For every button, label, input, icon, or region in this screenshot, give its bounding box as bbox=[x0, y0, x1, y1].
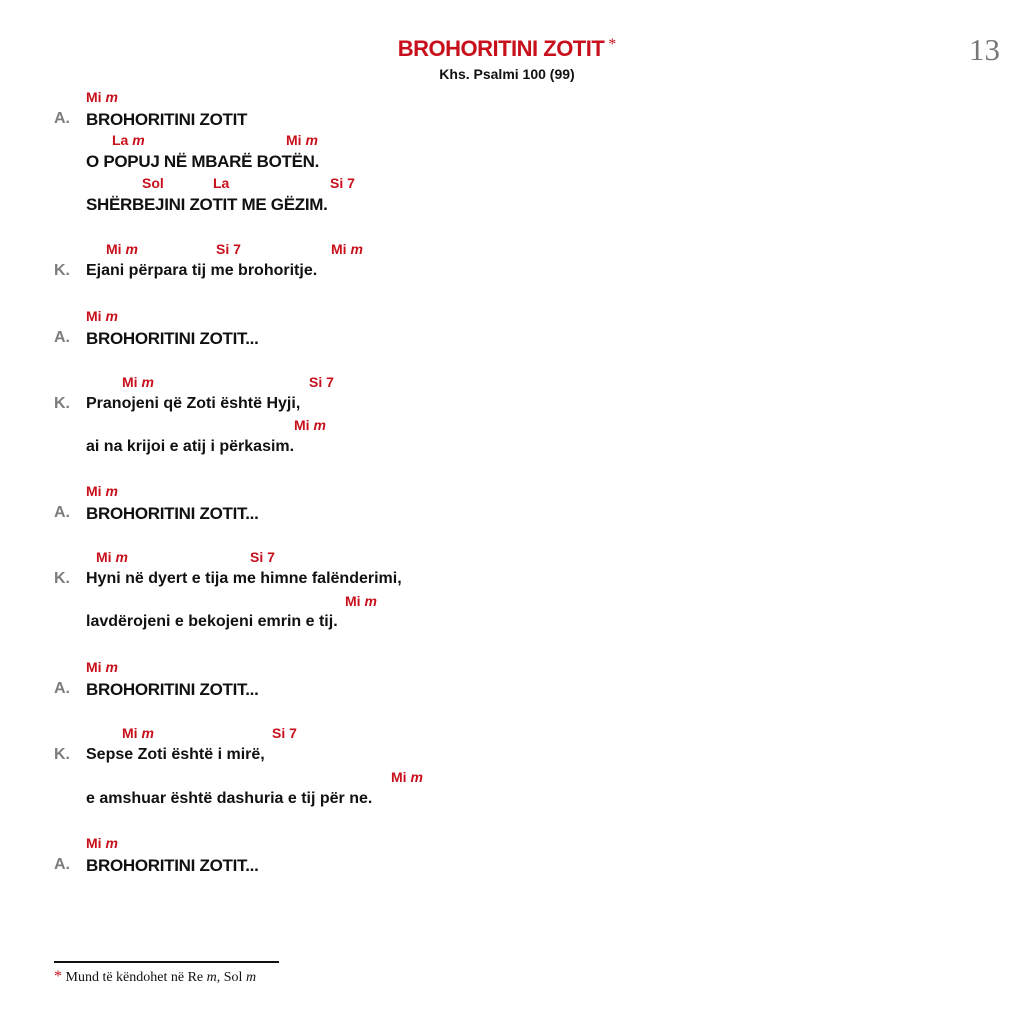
chord-root: Mi bbox=[391, 769, 407, 785]
footnote bbox=[54, 968, 256, 986]
refrain-line-3: SHËRBEJINI ZOTIT ME GËZIM. bbox=[86, 195, 328, 214]
chord-root: Si bbox=[272, 725, 286, 741]
chord-si-7 bbox=[216, 241, 241, 257]
footnote-sep: , Sol bbox=[216, 970, 243, 985]
chord-quality: m bbox=[313, 417, 326, 433]
role-label-k: K. bbox=[54, 395, 70, 412]
verse-2-line-1: Pranojeni që Zoti është Hyji, bbox=[86, 395, 301, 412]
song-title-line bbox=[0, 36, 1014, 62]
chord-quality: m bbox=[305, 132, 318, 148]
chord-mi-minor bbox=[345, 593, 377, 609]
chord-si-7 bbox=[272, 725, 297, 741]
chord-quality: m bbox=[115, 549, 128, 565]
chord-mi-minor bbox=[294, 417, 326, 433]
chord-root: La bbox=[112, 132, 129, 148]
page-number: 13 bbox=[969, 32, 1000, 67]
chord-root: Mi bbox=[286, 132, 302, 148]
chord-si-7 bbox=[330, 175, 355, 191]
chord-root: Mi bbox=[122, 725, 138, 741]
role-label-a: A. bbox=[54, 680, 70, 697]
chord-quality: m bbox=[125, 241, 138, 257]
chord-root: Mi bbox=[86, 835, 102, 851]
role-label-k: K. bbox=[54, 746, 70, 763]
chord-root: Mi bbox=[96, 549, 112, 565]
refrain-line-2: O POPUJ NË MBARË BOTËN. bbox=[86, 152, 320, 171]
chord-quality: m bbox=[105, 483, 118, 499]
chord-root: Si bbox=[250, 549, 264, 565]
role-label-k: K. bbox=[54, 262, 70, 279]
chord-quality: 7 bbox=[267, 549, 275, 565]
chord-si-7 bbox=[250, 549, 275, 565]
verse-2-line-2: ai na krijoi e atij i përkasim. bbox=[86, 438, 295, 455]
chord-mi-minor bbox=[86, 483, 118, 499]
chord-quality: m bbox=[410, 769, 423, 785]
song-title: BROHORITINI ZOTIT bbox=[397, 36, 605, 61]
chord-root: Si bbox=[216, 241, 230, 257]
chord-mi-minor bbox=[96, 549, 128, 565]
chord-root: Mi bbox=[122, 374, 138, 390]
chord-quality: m bbox=[141, 374, 154, 390]
chord-mi-minor bbox=[86, 659, 118, 675]
chord-mi-minor bbox=[122, 725, 154, 741]
chord-sol: Sol bbox=[142, 175, 164, 191]
chord-root: Mi bbox=[86, 89, 102, 105]
refrain-short: BROHORITINI ZOTIT... bbox=[86, 504, 259, 523]
footnote-mark: * bbox=[54, 968, 62, 985]
chord-mi-minor bbox=[122, 374, 154, 390]
chord-mi-minor bbox=[86, 835, 118, 851]
chord-quality: m bbox=[105, 308, 118, 324]
title-footnote-mark: * bbox=[608, 36, 617, 53]
refrain-line-1: BROHORITINI ZOTIT bbox=[86, 110, 248, 129]
role-label-a: A. bbox=[54, 856, 70, 873]
chord-quality: m bbox=[350, 241, 363, 257]
verse-4-line-1: Sepse Zoti është i mirë, bbox=[86, 746, 265, 763]
chord-mi-minor bbox=[106, 241, 138, 257]
chord-root: Si bbox=[309, 374, 323, 390]
chord-si-7 bbox=[309, 374, 334, 390]
role-label-k: K. bbox=[54, 570, 70, 587]
chord-quality: 7 bbox=[326, 374, 334, 390]
refrain-short: BROHORITINI ZOTIT... bbox=[86, 680, 259, 699]
chord-quality: m bbox=[364, 593, 377, 609]
chord-root: Mi bbox=[86, 483, 102, 499]
chord-root: Si bbox=[330, 175, 344, 191]
footnote-minor-2: m bbox=[245, 970, 257, 985]
chord-root: Mi bbox=[86, 308, 102, 324]
footnote-text: Mund të këndohet në Re bbox=[65, 970, 204, 985]
chord-root: Mi bbox=[331, 241, 347, 257]
chord-mi-minor bbox=[331, 241, 363, 257]
refrain-short: BROHORITINI ZOTIT... bbox=[86, 329, 259, 348]
verse-4-line-2: e amshuar është dashuria e tij për ne. bbox=[86, 790, 373, 807]
chord-quality: m bbox=[105, 89, 118, 105]
chord-root: Mi bbox=[86, 659, 102, 675]
chord-quality: 7 bbox=[289, 725, 297, 741]
verse-3-line-1: Hyni në dyert e tija me himne falënderimi, bbox=[86, 570, 402, 587]
chord-quality: m bbox=[141, 725, 154, 741]
chord-mi-minor bbox=[86, 308, 118, 324]
chord-root: Mi bbox=[294, 417, 310, 433]
chord-mi-minor bbox=[286, 132, 318, 148]
chord-mi-minor bbox=[86, 89, 118, 105]
verse-3-line-2: lavdërojeni e bekojeni emrin e tij. bbox=[86, 613, 338, 630]
footnote-minor-1: m bbox=[206, 970, 217, 985]
song-subtitle: Khs. Psalmi 100 (99) bbox=[439, 66, 575, 82]
chord-quality: m bbox=[132, 132, 145, 148]
role-label-a: A. bbox=[54, 110, 70, 127]
verse-1-line-1: Ejani përpara tij me brohoritje. bbox=[86, 262, 318, 279]
chord-la: La bbox=[213, 175, 230, 191]
role-label-a: A. bbox=[54, 504, 70, 521]
chord-quality: 7 bbox=[347, 175, 355, 191]
chord-la-minor bbox=[112, 132, 145, 148]
footnote-divider bbox=[54, 961, 279, 963]
chord-quality: 7 bbox=[233, 241, 241, 257]
chord-quality: m bbox=[105, 659, 118, 675]
role-label-a: A. bbox=[54, 329, 70, 346]
chord-root: Mi bbox=[106, 241, 122, 257]
chord-root: Mi bbox=[345, 593, 361, 609]
chord-quality: m bbox=[105, 835, 118, 851]
song-header bbox=[0, 36, 1014, 82]
refrain-short: BROHORITINI ZOTIT... bbox=[86, 856, 259, 875]
chord-mi-minor bbox=[391, 769, 423, 785]
